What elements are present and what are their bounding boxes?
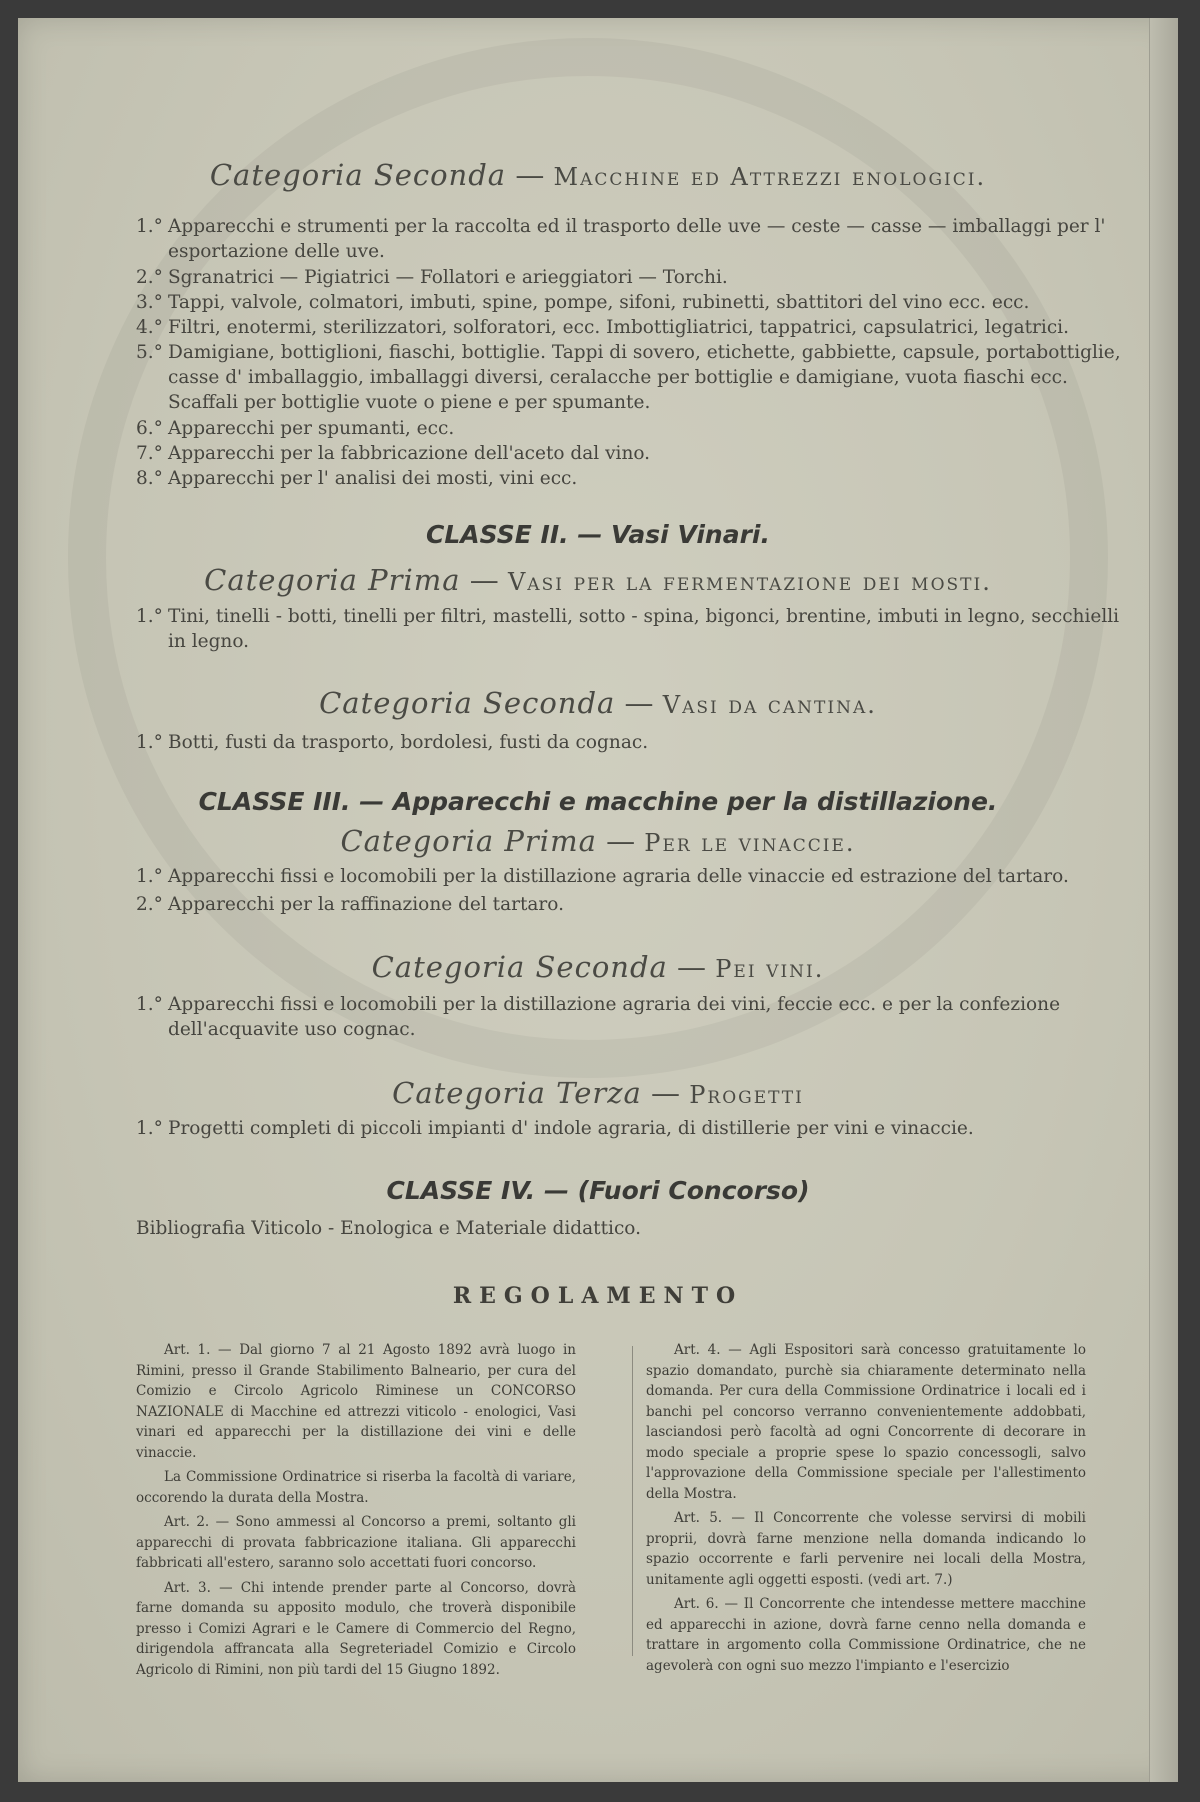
category-heading: Categoria Terza — Progetti	[392, 1076, 804, 1110]
category-heading: Categoria Seconda — Vasi da cantina.	[319, 686, 877, 720]
article-paragraph: Art. 3. — Chi intende prender parte al Concorso, dovrà farne domanda su apposito modulo, che troverà disponibile presso i Comizi Agrari e le Camere di Commercio del Regno, dirigendola affrancata alla Segreteriadel Comizio e Circolo Agricolo di Rimini, non più tardi del 15 Giugno 1892.	[136, 1579, 576, 1678]
list-item: 1.° Apparecchi fissi e locomobili per la distillazione agraria dei vini, feccie ecc. e per la confezione dell'acquavite uso cognac.	[136, 994, 1061, 1040]
regolamento-right-column	[646, 1340, 1086, 1680]
document-page	[18, 18, 1178, 1782]
classe-heading: CLASSE III. — Apparecchi e macchine per la distillazione.	[198, 787, 998, 816]
article-paragraph: Art. 2. — Sono ammessi al Concorso a premi, soltanto gli apparecchi di provata fabbricazione italiana. Gli apparecchi fabbricati all'estero, saranno solo accettati fuori concorso.	[136, 1514, 576, 1571]
regolamento-title: REGOLAMENTO	[452, 1283, 744, 1309]
list-item: 7.° Apparecchi per la fabbricazione dell'aceto dal vino.	[136, 443, 651, 464]
page-fold	[1149, 18, 1178, 1782]
regolamento-left-column	[136, 1340, 576, 1684]
category-italic: Categoria Seconda	[209, 158, 507, 192]
classe-heading: CLASSE IV. — (Fuori Concorso)	[386, 1176, 810, 1205]
bibliografia-line: Bibliografia Viticolo - Enologica e Materiale didattico.	[136, 1218, 641, 1239]
article-paragraph: Art. 1. — Dal giorno 7 al 21 Agosto 1892 avrà luogo in Rimini, presso il Grande Stabilimento Balneario, per cura del Comizio e Circolo Agricolo Riminese un CONCORSO NAZIONALE di Macchine ed attrezzi viticolo - enologici, Vasi vinari ed apparecchi per la distillazione dei vini e delle vinaccie.	[136, 1342, 576, 1461]
category-heading: Categoria Prima — Per le vinaccie.	[340, 824, 856, 858]
category-dash: —	[515, 158, 545, 192]
category-caps: Macchine ed Attrezzi enologici.	[553, 163, 987, 191]
category-heading: Categoria Seconda — Pei vini.	[371, 950, 825, 984]
column-divider	[632, 1346, 633, 1656]
article-paragraph: Art. 5. — Il Concorrente che volesse servirsi di mobili proprii, dovrà farne menzione nella domanda indicando lo spazio occorrente e farli pervenire nei locali della Mostra, unitamente agli oggetti esposti. (vedi art. 7.)	[646, 1510, 1086, 1588]
category-heading	[18, 158, 1178, 192]
list-item: 1.° Apparecchi fissi e locomobili per la distillazione agraria delle vinaccie ed estrazione del tartaro.	[136, 866, 1069, 887]
classe-heading: CLASSE II. — Vasi Vinari.	[425, 520, 770, 549]
list-item: 1.° Botti, fusti da trasporto, bordolesi, fusti da cognac.	[136, 732, 649, 753]
article-paragraph: La Commissione Ordinatrice si riserba la facoltà di variare, occorendo la durata della Mostra.	[136, 1469, 576, 1506]
article-paragraph: Art. 6. — Il Concorrente che intendesse mettere macchine ed apparecchi in azione, dovrà farne cenno nella domanda e trattare in argomento colla Commissione Ordinatrice, che ne agevolerà con ogni suo mezzo l'impianto e l'esercizio	[646, 1596, 1086, 1674]
list-item: 3.° Tappi, valvole, colmatori, imbuti, spine, pompe, sifoni, rubinetti, sbattitori del vino ecc. ecc.	[136, 292, 1030, 313]
list-item: 5.° Damigiane, bottiglioni, fiaschi, bottiglie. Tappi di sovero, etichette, gabbiette, capsule, portabottiglie, casse d' imballaggio, imballaggi diversi, ceralacche per bottiglie e damigiane, vuota fiaschi ecc. Scaffali per bottiglie vuote o piene e per spumante.	[136, 342, 1121, 413]
watermark-seal	[68, 38, 1108, 1078]
list-item: 6.° Apparecchi per spumanti, ecc.	[136, 418, 455, 439]
list-item: 8.° Apparecchi per l' analisi dei mosti, vini ecc.	[136, 468, 578, 489]
category-heading: Categoria Prima — Vasi per la fermentazione dei mosti.	[204, 563, 992, 597]
list-item: 2.° Apparecchi per la raffinazione del tartaro.	[136, 894, 564, 915]
list-item: 2.° Sgranatrici — Pigiatrici — Follatori e arieggiatori — Torchi.	[136, 267, 728, 288]
list-item: 4.° Filtri, enotermi, sterilizzatori, solforatori, ecc. Imbottigliatrici, tappatrici, capsulatrici, legatrici.	[136, 317, 1069, 338]
list-item: 1.° Progetti completi di piccoli impianti d' indole agraria, di distillerie per vini e vinaccie.	[136, 1118, 974, 1139]
article-paragraph: Art. 4. — Agli Espositori sarà concesso gratuitamente lo spazio domandato, purchè sia chiaramente determinato nella domanda. Per cura della Commissione Ordinatrice i locali ed i banchi pel concorso verranno convenientemente addobbati, lasciandosi però facoltà ad ogni Concorrente di decorare in modo speciale a proprie spese lo spazio concessogli, salvo l'approvazione della Commissione speciale per l'allestimento della Mostra.	[646, 1342, 1086, 1502]
list-item: 1.° Tini, tinelli - botti, tinelli per filtri, mastelli, sotto - spina, bigonci, brentine, imbuti in legno, secchielli in legno.	[136, 606, 1120, 652]
list-item: 1.° Apparecchi e strumenti per la raccolta ed il trasporto delle uve — ceste — casse — imballaggi per l' esportazione delle uve.	[136, 216, 1106, 262]
